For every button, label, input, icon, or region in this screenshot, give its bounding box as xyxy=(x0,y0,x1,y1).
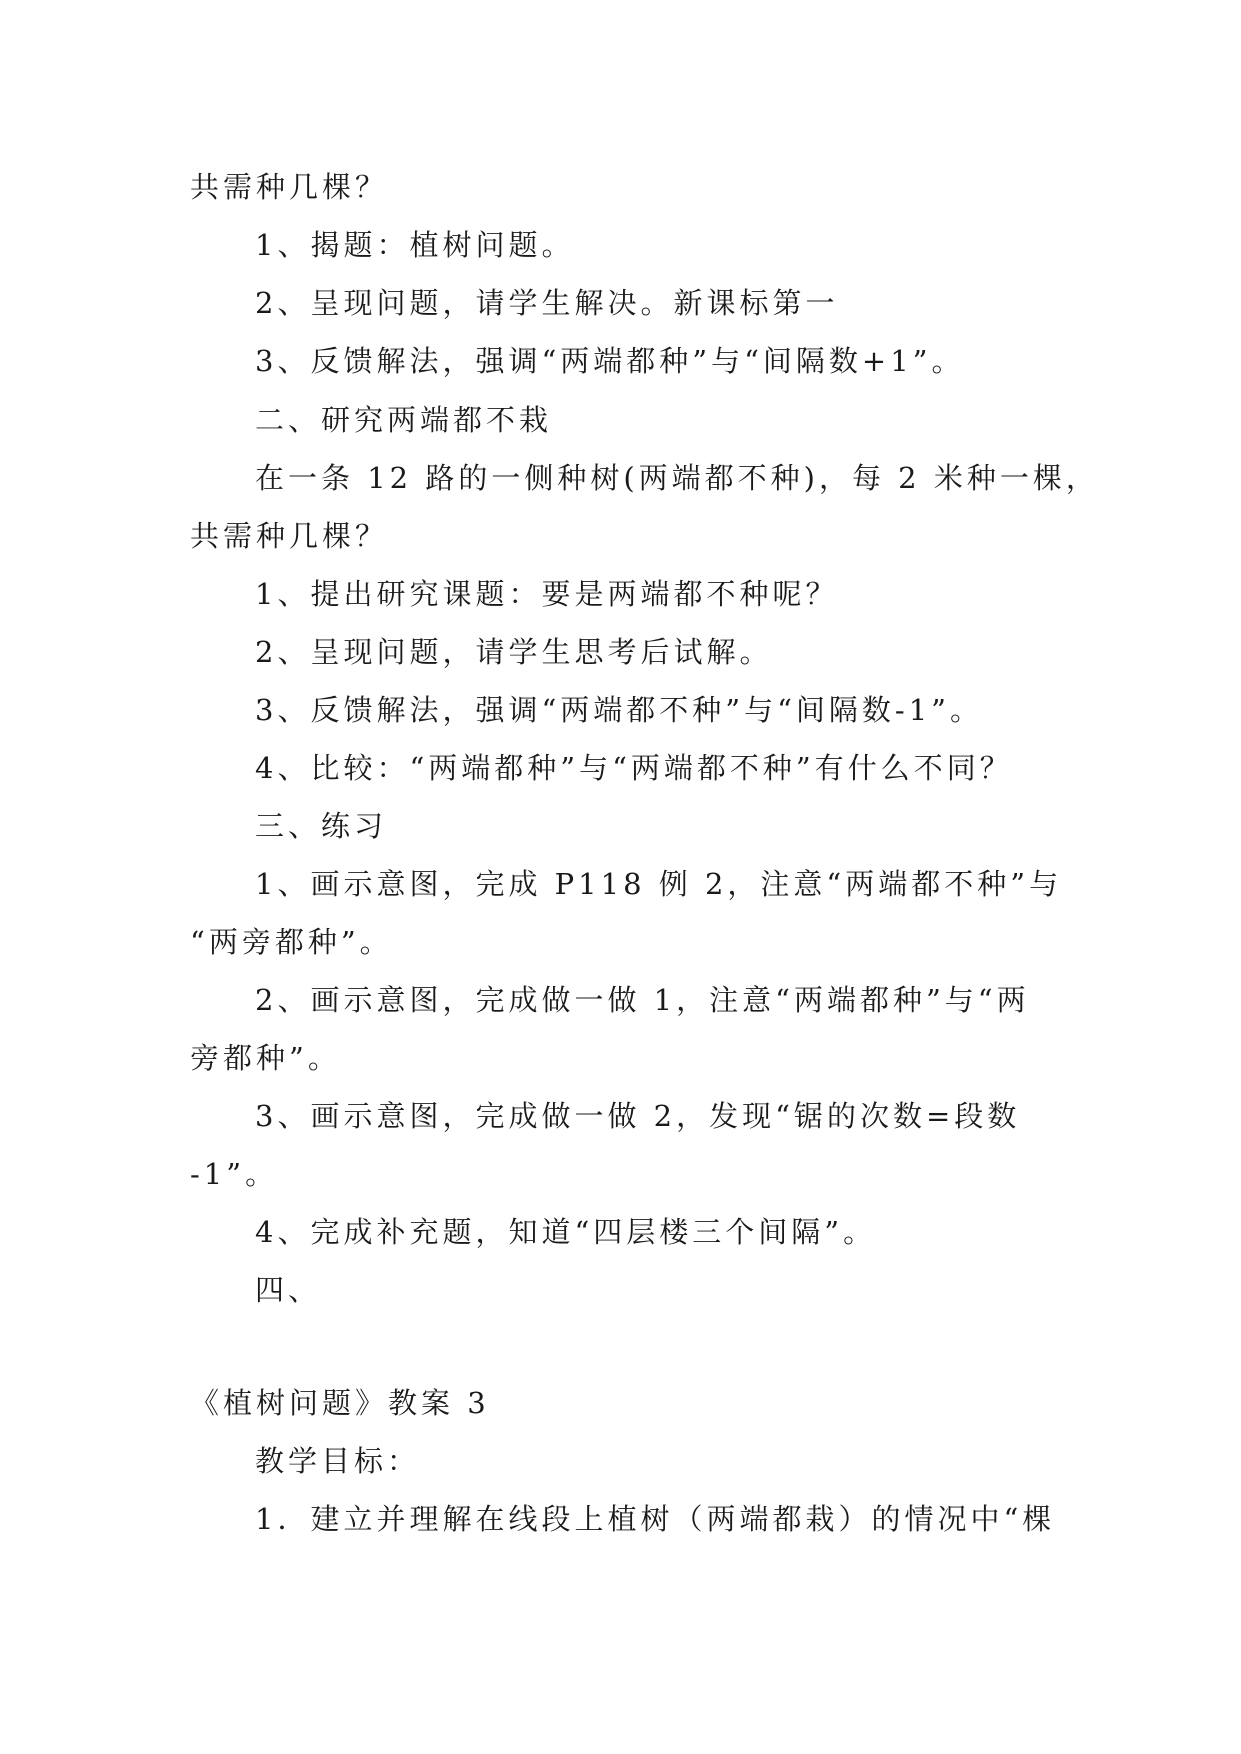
text-line: 四、 xyxy=(255,1273,322,1307)
text-line: 4、完成补充题，知道“四层楼三个间隔”。 xyxy=(255,1215,877,1249)
text-line: 共需种几棵？ xyxy=(190,170,389,204)
text-line: 教学目标： xyxy=(255,1444,421,1478)
text-line: 2、画示意图，完成做一做 1，注意“两端都种”与“两 xyxy=(255,983,1030,1017)
text-line: 1、提出研究课题：要是两端都不种呢？ xyxy=(255,577,839,611)
text-line: -1”。 xyxy=(190,1157,279,1191)
text-line: 4、比较：“两端都种”与“两端都不种”有什么不同？ xyxy=(255,751,1013,785)
text-line: 三、练习 xyxy=(255,809,388,843)
text-line: “两旁都种”。 xyxy=(190,925,393,959)
text-line: 2、呈现问题，请学生思考后试解。 xyxy=(255,635,773,669)
text-line: 1、揭题：植树问题。 xyxy=(255,228,575,262)
text-line: 二、研究两端都不栽 xyxy=(255,403,553,437)
text-line: 共需种几棵？ xyxy=(190,519,389,553)
text-line: 1．建立并理解在线段上植树（两端都栽）的情况中“棵 xyxy=(255,1502,1056,1536)
text-line: 在一条 12 路的一侧种树(两端都不种)，每 2 米种一棵， xyxy=(255,461,1099,495)
section-heading: 《植树问题》教案 3 xyxy=(190,1386,490,1420)
text-line: 3、画示意图，完成做一做 2，发现“锯的次数=段数 xyxy=(255,1099,1021,1133)
text-line: 2、呈现问题，请学生解决。新课标第一 xyxy=(255,286,839,320)
text-line: 3、反馈解法，强调“两端都不种”与“间隔数-1”。 xyxy=(255,693,984,727)
text-line: 3、反馈解法，强调“两端都种”与“间隔数+1”。 xyxy=(255,344,965,378)
text-line: 旁都种”。 xyxy=(190,1041,341,1075)
text-line: 1、画示意图，完成 P118 例 2，注意“两端都不种”与 xyxy=(255,867,1063,901)
